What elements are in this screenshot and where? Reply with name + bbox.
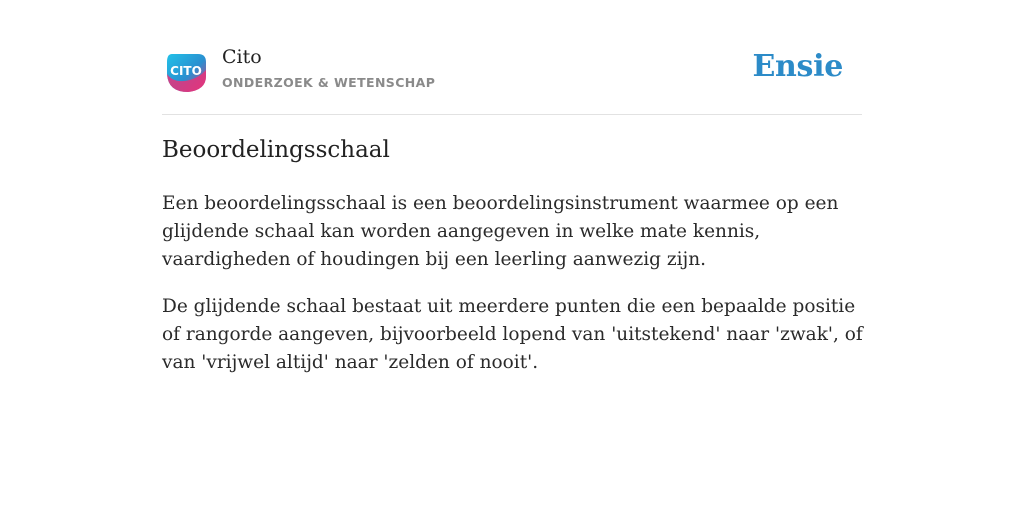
article-paragraph: Een beoordelingsschaal is een beoordelingsinstrument waarmee op een glijdende schaal kan worden aangegeven in welke mate kennis, vaardigheden of houdingen bij een leerling aanwezig zijn. xyxy=(162,193,839,270)
cito-logo-text: CITO xyxy=(170,64,202,78)
page xyxy=(162,0,862,512)
ensie-logo[interactable]: Ensie xyxy=(752,49,843,84)
header xyxy=(162,44,862,115)
brand-name[interactable]: Cito xyxy=(222,46,262,68)
article-title: Beoordelingsschaal xyxy=(162,137,390,163)
cito-logo-icon xyxy=(164,50,208,94)
article-content xyxy=(162,190,872,396)
article-paragraph: De glijdende schaal bestaat uit meerdere punten die een bepaalde positie of rangorde aangeven, bijvoorbeeld lopend van 'uitstekend' naar 'zwak', of van 'vrijwel altijd' naar 'zelden of nooit'. xyxy=(162,296,863,373)
brand-subtitle: ONDERZOEK & WETENSCHAP xyxy=(222,75,436,90)
cito-logo[interactable] xyxy=(164,50,208,94)
